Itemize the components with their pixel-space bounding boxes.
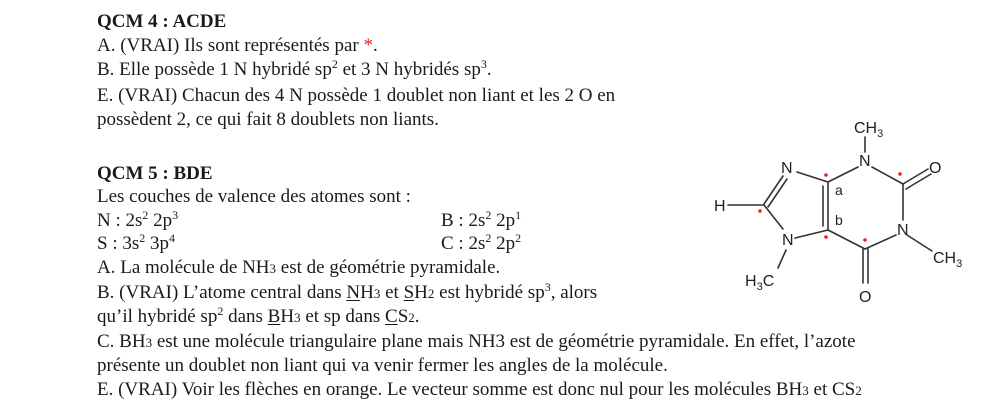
underlined-atom: B	[267, 306, 281, 327]
n-right-label: N	[897, 222, 909, 239]
subscript: 3	[373, 286, 381, 301]
superscript: 3	[544, 280, 551, 294]
answer-text: A. La molécule de NH	[97, 257, 270, 278]
ch3-top-label: $CH_3$	[854, 120, 884, 140]
subscript: 2	[855, 383, 862, 398]
label-a: a	[835, 182, 843, 198]
superscript: 2	[142, 208, 149, 222]
answer-text: et	[380, 282, 404, 303]
answer-text: H	[414, 282, 428, 303]
answer-text: .	[372, 35, 378, 56]
h3c-label: $H_3C$	[745, 273, 775, 293]
answer-text: E. (VRAI) Voir les flèches en orange. Le vecteur somme est donc nul pour les molécules BH	[97, 379, 803, 400]
red-asterisk-marker	[824, 235, 828, 239]
answer-text: et CS	[808, 379, 856, 400]
config-c	[441, 232, 521, 256]
answer-text: , alors	[550, 282, 598, 303]
answer-text: A. (VRAI) Ils sont représentés par	[97, 35, 364, 56]
config-text: C : 2s	[441, 233, 486, 254]
subscript: 2	[408, 310, 415, 325]
answer-text: C. BH	[97, 331, 146, 352]
answer-text: est de géométrie pyramidale.	[276, 257, 501, 278]
config-b	[441, 209, 521, 233]
atom-labels	[714, 120, 962, 305]
answer-text: S	[397, 306, 409, 327]
config-n	[97, 209, 178, 233]
n-left-bottom-label: N	[782, 232, 794, 249]
superscript: 2	[139, 231, 146, 245]
superscript: 1	[515, 208, 522, 222]
subscript: 3	[294, 310, 301, 325]
config-text: B : 2s	[441, 210, 486, 231]
config-s	[97, 232, 175, 256]
answer-text: B. Elle possède 1 N hybridé sp	[97, 59, 332, 80]
qcm4-answer-a	[97, 34, 378, 58]
qcm5-answer-a	[97, 256, 500, 281]
qcm4-answer-e-line1: E. (VRAI) Chacun des 4 N possède 1 doublet non liant et les 2 O en	[97, 85, 616, 106]
red-asterisk-marker	[898, 172, 902, 176]
qcm5-answer-c-line2: présente un doublet non liant qui va venir fermer les angles de la molécule.	[97, 355, 668, 376]
subscript: 3	[802, 383, 809, 398]
underlined-atom: N	[346, 282, 361, 303]
qcm5-title: QCM 5 : BDE	[97, 163, 213, 184]
superscript: 2	[515, 231, 522, 245]
subscript: 3	[269, 261, 277, 276]
superscript: 4	[169, 231, 175, 245]
o-right-label: O	[929, 160, 942, 177]
superscript: 2	[217, 304, 224, 318]
answer-text: et sp dans	[300, 306, 386, 327]
qcm5-answer-b-line2	[97, 305, 420, 330]
answer-text: dans	[223, 306, 268, 327]
red-asterisk-marker: *	[363, 35, 373, 56]
subscript: 3	[145, 335, 153, 350]
qcm4-answer-b	[97, 58, 492, 82]
label-b: b	[835, 212, 843, 228]
answer-text: est hybridé sp	[434, 282, 545, 303]
superscript: 2	[485, 231, 492, 245]
superscript: 3	[172, 208, 179, 222]
answer-text: H	[280, 306, 295, 327]
config-text: N : 2s	[97, 210, 143, 231]
n-left-top-label: N	[781, 160, 793, 177]
config-text: 3p	[145, 233, 169, 254]
answer-text: B. (VRAI) L’atome central dans	[97, 282, 347, 303]
answer-text: H	[360, 282, 374, 303]
answer-text: et 3 N hybridés sp	[337, 59, 481, 80]
red-asterisk-marker	[824, 173, 828, 177]
red-asterisk-marker	[863, 238, 867, 242]
qcm4-answer-e-line2: possèdent 2, ce qui fait 8 doublets non liants.	[97, 109, 439, 130]
superscript: 2	[485, 208, 492, 222]
answer-text: .	[414, 306, 420, 327]
qcm5-intro: Les couches de valence des atomes sont :	[97, 186, 411, 207]
config-text: 2p	[491, 210, 516, 231]
answer-text: .	[486, 59, 492, 80]
config-text: S : 3s	[97, 233, 140, 254]
qcm5-answer-b-line1	[97, 281, 597, 306]
answer-text: qu’il hybridé sp	[97, 306, 218, 327]
n-top-label: N	[859, 153, 871, 170]
red-asterisk-marker	[758, 209, 762, 213]
underlined-atom: C	[385, 306, 398, 327]
ch3-right-label: $CH_3$	[933, 250, 963, 270]
config-text: 2p	[491, 233, 516, 254]
underlined-atom: S	[403, 282, 415, 303]
qcm5-answer-e	[97, 378, 862, 403]
o-bottom-label: O	[859, 289, 872, 305]
subscript: 2	[427, 286, 435, 301]
config-text: 2p	[148, 210, 173, 231]
qcm4-title: QCM 4 : ACDE	[97, 11, 227, 32]
superscript: 2	[331, 57, 338, 71]
answer-text: est une molécule triangulaire plane mais NH3 est de géométrie pyramidale. En effet, l’azote	[152, 331, 856, 352]
qcm5-answer-c-line1	[97, 330, 856, 355]
h-label: H	[714, 198, 726, 215]
caffeine-molecule-diagram	[700, 105, 980, 305]
superscript: 3	[480, 57, 487, 71]
